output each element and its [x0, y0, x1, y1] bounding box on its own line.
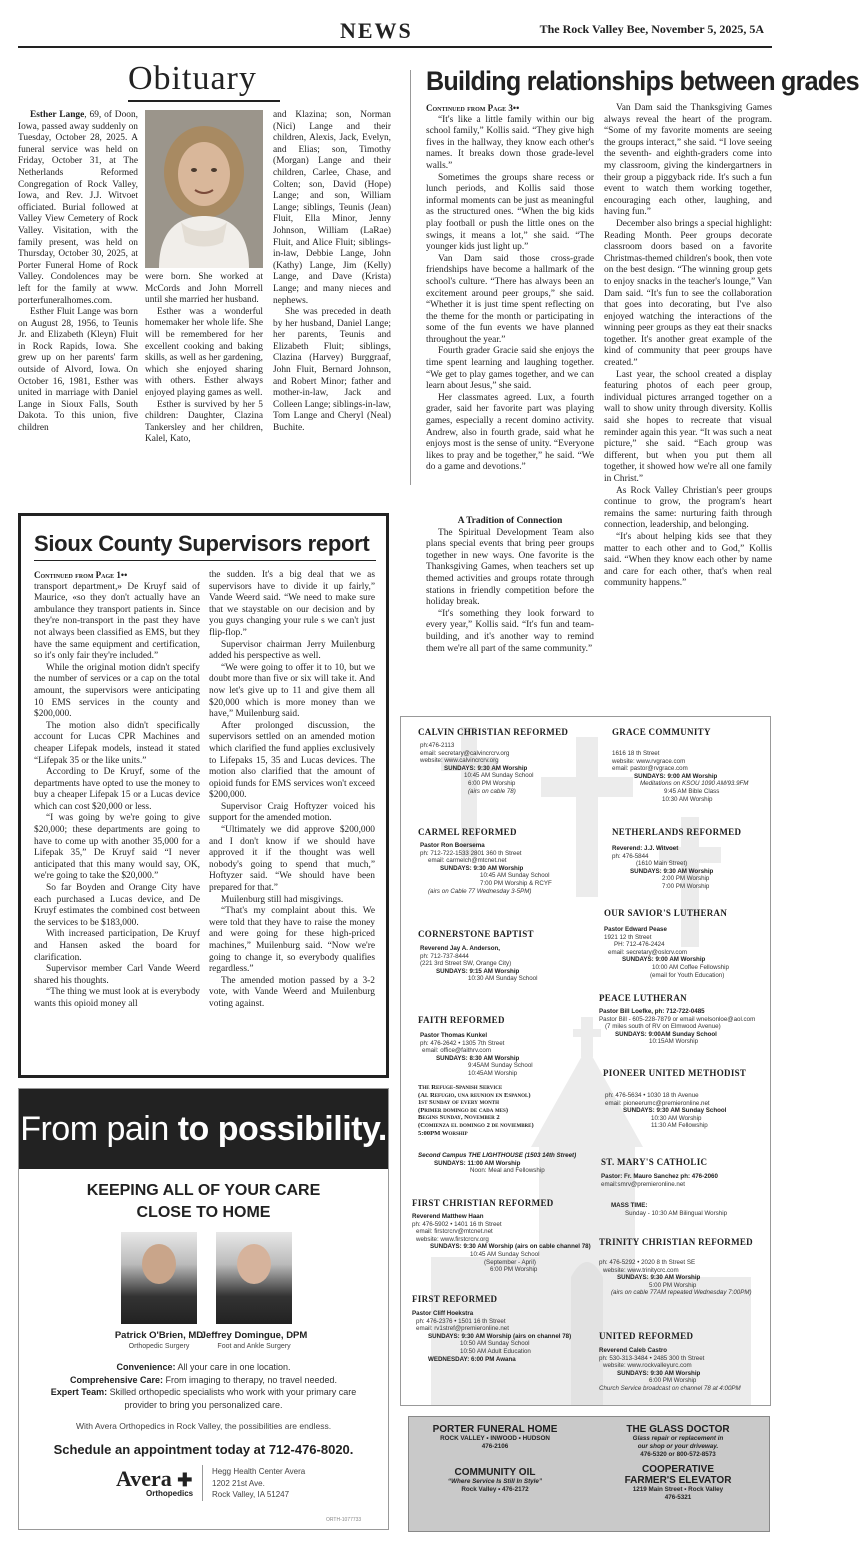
- church-name: ST. MARY'S CATHOLIC: [601, 1157, 708, 1167]
- article-column-1: [426, 103, 594, 491]
- doctor-name: Jeffrey Domingue, DPM: [200, 1330, 308, 1341]
- obituary-paragraph: Esther is survived by her 5 children: Daughter, Clazina Tankersley and her children, Kalel, Kato,: [145, 399, 263, 445]
- church-calvin: ph:476-2113 email: secretary@calvincrcrv.org website: www.calvincrcrv.org SUNDAYS: 9:30 AM Worship 10:45 AM Sunday School 6:00 PM Worship (airs on cable 78): [420, 742, 534, 795]
- avera-logo: Avera ✚: [116, 1466, 193, 1491]
- church-grace: 1616 18 th Street website: www.rvgrace.com email: pastor@rvgrace.com SUNDAYS: 9:00 AM Worship Meditations on KSOU 1090 AM/93.9FM 9:45 AM Bible Class 10:30 AM Worship: [612, 750, 749, 803]
- masthead-rule: [18, 46, 772, 48]
- obituary-paragraph: Esther was a wonderful homemaker her whole life. She will be remembered for her excellent cooking and baking skills, as well as her gardening, which she enjoyed sharing with others. Esther always enjoyed playing games as well.: [145, 306, 263, 398]
- obituary-column-1: [18, 110, 138, 482]
- church-name: FIRST REFORMED: [412, 1294, 498, 1304]
- column-divider: [410, 70, 411, 485]
- ad-benefits: Convenience: All your care in one location. Comprehensive Care: From imaging to therapy, no travel needed. Expert Team: Skilled orthopedic specialists who work with your primary care provider to bring you personalized care.: [50, 1362, 357, 1410]
- doctor-role: Foot and Ankle Surgery: [217, 1343, 291, 1350]
- sponsor-porter: PORTER FUNERAL HOME ROCK VALLEY • INWOOD • HUDSON 476-2106: [432, 1424, 558, 1450]
- church-st-marys: Pastor: Fr. Mauro Sanchez ph: 476-2060 email:smrv@premieronline.net MASS TIME: Sunday - 10:30 AM Bilingual Worship: [601, 1173, 728, 1217]
- continued-label: Continued from Page 1••: [34, 570, 128, 580]
- doctor-role: Orthopedic Surgery: [128, 1343, 190, 1350]
- church-netherlands: Reverend: J.J. Witvoet ph: 476-5844 (1610 Main Street) SUNDAYS: 9:30 AM Worship 2:00 PM Worship 7:00 PM Worship: [612, 845, 714, 890]
- report-paragraph: With increased participation, De Kruyf and Hansen asked the board for clarification.: [34, 929, 200, 963]
- church-cornerstone: Reverend Jay A. Anderson, ph: 712-737-8444 (221 3rd Street SW, Orange City) SUNDAYS: 9:15 AM Worship 10:30 AM Sunday School: [420, 945, 538, 983]
- report-paragraph: “That's my complaint about this. We were told that they have to raise the money and were going for these high-priced machines,” Muilenburg said. “Now we're going to change it, so everybody qualifies regardless.”: [209, 906, 375, 975]
- article-paragraph: Her classmates agreed. Lux, a fourth grader, said her favorite part was playing games, especially a recent domino activity. Andrew, also in fourth grade, said what he enjoys most is the sense of unity. “Everyone likes to pray and be together,” he said. “We do a game and devotions.”: [426, 392, 594, 473]
- cross-icon: ✚: [177, 1470, 193, 1490]
- portrait-image: [145, 110, 263, 268]
- ad-tagline: With Avera Orthopedics in Rock Valley, the possibilities are endless.: [75, 1421, 332, 1431]
- report-paragraph: While the original motion didn't specify the number of services or a cap on the total amount, the supervisors were anticipating 10 EMS services in the county and $200,000.: [34, 662, 200, 720]
- supervisors-column-1: [34, 570, 200, 1062]
- report-paragraph: After prolonged discussion, the supervisors settled on an amended motion which clarified the fund applies exclusively to Lifepaks 15, 35 and Lucas devices. The motion also clarified that the amount of opioid funds for EMS services won't exceed $200,000.: [209, 720, 375, 801]
- supervisors-column-2: [209, 570, 375, 1062]
- church-peace-lutheran: Pastor Bill Loefke, ph: 712-722-0485 Pastor Bill - 605-228-7879 or email wnelsonloe@aol.com (7 miles south of RV on Elmwood Avenue) SUNDAYS: 9:00AM Sunday School 10:15AM Worship: [599, 1008, 756, 1046]
- ad-headline: KEEPING ALL OF YOUR CARE CLOSE TO HOME: [86, 1182, 321, 1221]
- article-column-1-lower: [426, 516, 594, 702]
- report-paragraph: According to De Kruyf, some of the departments have opted to use the money to buy a cheaper Lifepak 15 or a Lucas device which can cost $20,000 or less.: [34, 767, 200, 812]
- page-info: The Rock Valley Bee, November 5, 2025, 5A: [539, 22, 764, 36]
- sponsor-community-oil: COMMUNITY OIL “Where Service Is Still In Style” Rock Valley • 476-2172: [447, 1467, 543, 1493]
- article-headline: Building relationships between grades: [426, 66, 859, 96]
- obituary-paragraph: were born. She worked at McCords and John Morrell until she married her husband.: [145, 272, 263, 306]
- report-paragraph: The motion also didn't specifically account for Lucas CPR Machines and cheaper Lifepak models, instead it stated “Lifepak 35 or the like units.”: [34, 720, 200, 766]
- obituary-title-rule: [128, 100, 280, 102]
- obituary-paragraph: and Klazina; son, Norman (Nici) Lange and their children, Alexis, Jack, Evelyn, and Elias; son, Timothy (Morgan) Lange and their children, Carlee, Chase, and Colten; son, David (Hope) Lange; and son, William Lange; siblings, Teunis (Jean) Fluit, Ella Minor, Jenny Johnson, William (LaRae) Fluit, and Alice Fluit; siblings-in-law, Debbie Lange, John (Kathy) Lange, Jim (Kelly) Lange, and Dave (Krista) Lange; and many nieces and nephews.: [273, 110, 391, 306]
- report-paragraph: Supervisor chairman Jerry Muilenburg added his perspective as well.: [209, 639, 375, 662]
- article-paragraph: December also brings a special highlight: Reading Month. Peer groups decorate classroom doors based on a favorite Christmas-themed children's book, then vote on the best design. “The winning group gets to enjoy snacks in the teacher's lounge,” Van Dam said. “It's fun to see the collaboration that goes into decorating, but I've also enjoyed watching the interactions of the winning peer groups as they eat their snacks together. It's another great example of the kind of community that peer groups have created.”: [604, 218, 772, 369]
- church-name: CALVIN CHRISTIAN REFORMED: [418, 727, 569, 737]
- church-name: FAITH REFORMED: [418, 1015, 505, 1025]
- report-paragraph: “The thing we must look at is everybody wants this opioid money all: [34, 987, 200, 1009]
- church-name: UNITED REFORMED: [599, 1331, 694, 1341]
- church-name: CARMEL REFORMED: [418, 827, 517, 837]
- obituary-photo: [145, 110, 263, 268]
- church-refuge-spanish: The Refuge-Spanish Service (Al Refugio, una reunion en Espanol) 1st Sunday of every month (Primer domingo de cada mes) Begins Sunday, November 2 (Comienza el domingo 2 de noviembre) 5:00PM Worship: [418, 1084, 534, 1137]
- obituary-paragraph: She was preceded in death by her husband, Daniel Lange; her parents, Teunis and Elizabeth Fluit; siblings, Clazina (Harvey) Burggraaf, John Fluit, Bernard Johnson, and Robert Minor; father and mother-in-law, Jack and Colleen Lange; siblings-in-law, Tom Lange and Cheryl (Neal) Buchite.: [273, 307, 391, 434]
- report-paragraph: the sudden. It's a big deal that we as supervisors have to divide it up fairly,” Vande Weerd said. “We need to make sure that we staystable on our decision and by you guys changing your rule s we can't just flip-flop.”: [209, 570, 375, 638]
- church-our-saviors: Pastor Edward Pease 1921 12 th Street PH: 712-476-2424 email: secretary@oslcrv.com SUNDAYS: 9:00 AM Worship 10:00 AM Coffee Fellowship (email for Youth Education): [604, 926, 729, 979]
- report-paragraph: “I was going by we're going to give $20,000; these departments are going to have to come up with another 35,000 for a Lifepak 35,” De Kruyf said “I never anticipated that this many would say, OK, we're going to take the $20,000.”: [34, 813, 200, 882]
- article-paragraph: “It's something they look forward to every year,” Kollis said. “It's fun and team-building, and it's another way to remind them we're all part of the same community.”: [426, 608, 594, 654]
- church-name: CORNERSTONE BAPTIST: [418, 929, 534, 939]
- avera-logo-subtitle: Orthopedics: [146, 1489, 194, 1498]
- church-pioneer-methodist: ph: 476-5634 • 1030 18 th Avenue email: pioneerumc@premieronline.net SUNDAYS: 9:30 AM Sunday School 10:30 AM Worship 11:30 AM Fellowship: [605, 1092, 727, 1130]
- report-paragraph: So far Boyden and Orange City have each purchased a Lucas device, and De Kruyf estimates the combined cost between the services to be $183,000.: [34, 883, 200, 928]
- sponsor-cooperative-elevator: COOPERATIVE FARMER'S ELEVATOR 1219 Main Street • Rock Valley 476-5321: [624, 1464, 732, 1501]
- report-paragraph: “We were going to offer it to 10, but we doubt more than five or six will take it. And now let's give up to 11 and give them all $20,000 which is more money than we have,” Muilenburg said.: [209, 662, 375, 720]
- obituary-title: Obituary: [128, 60, 257, 97]
- church-carmel: Pastor Ron Boersema ph: 712-722-1533 2801 360 th Street email: carmelch@mtcnet.net SUNDAYS: 9:30 AM Worship 10:45 AM Sunday School 7:00 PM Worship & RCYF (airs on Cable 77 Wednesday 3-5PM): [420, 842, 552, 895]
- avera-address: Hegg Health Center Avera 1202 21st Ave. Rock Valley, IA 51247: [212, 1467, 306, 1499]
- article-column-2: [604, 103, 772, 663]
- report-paragraph: The amended motion passed by a 3-2 vote, with Vande Weerd and Muilenburg voting against.: [209, 975, 375, 1009]
- church-united-reformed: Reverend Caleb Castro ph: 530-313-3484 • 2485 300 th Street website: www.rockvalleyurc.com SUNDAYS: 9:30 AM Worship 6:00 PM Worship Church Service broadcast on channel 78 at 4:00PM: [599, 1347, 741, 1392]
- obituary-paragraph: Esther Lange, 69, of Doon, Iowa, passed away suddenly on Tuesday, October 28, 2025. A funeral service was held on Friday, October 31, at The Netherlands Reformed Congregation of Rock Valley, Iowa, and Rev. J.J. Witvoet officiated. Burial followed at Valley View Cemetery of Rock Valley. Visitation, with the family present, was held on Thursday, October 30, 2025, at Porter Funeral Home of Rock Valley. Condolences may be left for the family at www. porterfuneralhomes.com.: [18, 110, 138, 306]
- church-faith: Pastor Thomas Kunkel ph: 476-2642 • 1305 7th Street email: office@faithrv.com SUNDAYS: 8:30 AM Worship 9:45AM Sunday School 10:45AM Worship: [420, 1032, 533, 1077]
- church-lighthouse: Second Campus THE LIGHTHOUSE (1503 14th Street) SUNDAYS: 11:00 AM Worship Noon: Meal and Fellowship: [418, 1152, 577, 1175]
- report-paragraph: Muilenburg still had misgivings.: [221, 894, 344, 905]
- article-paragraph: Fourth grader Gracie said she enjoys the time spent learning and laughing together. “We get to play games together, and we can learn about Jesus,” she said.: [426, 346, 594, 392]
- continued-label: Continued from Page 3••: [426, 103, 520, 113]
- section-title: NEWS: [340, 18, 413, 43]
- article-subhead: A Tradition of Connection: [457, 516, 563, 526]
- church-name: PIONEER UNITED METHODIST: [603, 1068, 747, 1078]
- ad-call-to-action[interactable]: Schedule an appointment today at 712-476-8020.: [53, 1442, 354, 1457]
- obituary-column-3: [273, 110, 391, 482]
- church-name: FIRST CHRISTIAN REFORMED: [412, 1198, 554, 1208]
- church-first-christian: Reverend Matthew Haan ph: 476-5902 • 1401 16 th Street email: firstcrcrv@mtcnet.net website: www.firstcrcrv.org SUNDAYS: 9:30 AM Worship (airs on cable channel 78) 10:45 AM Sunday School (September - April) 6:00 PM Worship: [412, 1213, 591, 1274]
- sponsor-glass-doctor: THE GLASS DOCTOR Glass repair or replacement in our shop or your driveway. 476-5320 or 800-572-8573: [626, 1424, 730, 1458]
- article-paragraph: The Spiritual Development Team also plans special events that bring peer groups together in new ways. One favorite is the Thanksgiving Games, when teachers set up themed activities and groups rotate through stations in friendly competition before the holiday break.: [426, 527, 594, 608]
- church-first-reformed: Pastor Cliff Hoekstra ph: 476-2376 • 1501 16 th Street email: rv1stref@premieronline.net SUNDAYS: 9:30 AM Worship (airs on channel 78) 10:50 AM Sunday School 10:50 AM Adult Education WEDNESDAY: 6:00 PM Awana: [412, 1310, 572, 1363]
- article-paragraph: “It's about helping kids see that they matter to each other and to God,” Kollis said. “When they know each other by name and care for each other, that's when real community happens.”: [604, 531, 772, 589]
- article-paragraph: As Rock Valley Christian's peer groups continue to grow, the program's heart remains the same: nurturing faith through connection, leadership, and belonging.: [604, 485, 772, 531]
- church-name: TRINITY CHRISTIAN REFORMED: [599, 1237, 753, 1247]
- church-name: NETHERLANDS REFORMED: [612, 827, 742, 837]
- supervisors-report-title: Sioux County Supervisors report: [34, 531, 370, 556]
- church-name: PEACE LUTHERAN: [599, 993, 687, 1003]
- church-trinity: ph: 476-5292 • 2020 8 th Street SE website: www.trinitycrc.com SUNDAYS: 9:30 AM Worship 5:00 PM Worship (airs on cable 77AM repeated Wednesday 7:00PM): [599, 1259, 752, 1297]
- obituary-column-2: [145, 272, 263, 482]
- logo-divider: [202, 1465, 203, 1501]
- article-paragraph: Van Dam said those cross-grade friendships have become a hallmark of the school's culture. “There has always been an excitement around peer groups,” she said. “Whether it is just time spent reflecting on the theme for the month or participating in some of the fun events we have planned throughout the year.”: [426, 253, 594, 345]
- article-paragraph: Sometimes the groups share recess or lunch periods, and Kollis said those informal moments can be just as meaningful as the structured ones. “When the big kids play football or push the little ones on the swings, it means a lot,” she said. “The younger kids just light up.”: [426, 172, 594, 253]
- church-name: OUR SAVIOR'S LUTHERAN: [604, 908, 728, 918]
- ad-code: ORTH-1077733: [326, 1517, 362, 1523]
- article-paragraph: Last year, the school created a display featuring photos of each peer group, individual pictures arranged together on a wall to show unity through diversity. Kollis said she hopes to recreate that visual reminder again this year. “It was such a neat picture,” she said. “Each group was different, but when you put them all together, it showed how we're all one family in Christ.”: [604, 369, 772, 484]
- supervisors-title-rule: [34, 560, 376, 561]
- article-paragraph: “It's like a little family within our big school family,” Kollis said. “They give high fives in the hallway, they know each other's names. It breaks down those grade-level walls.”: [426, 114, 594, 171]
- report-paragraph: Supervisor Craig Hoftyzer voiced his support for the amended motion.: [209, 801, 375, 824]
- doctor-name: Patrick O'Brien, MD: [114, 1330, 204, 1341]
- article-paragraph: Van Dam said the Thanksgiving Games always reveal the heart of the program. “Some of my favorite moments are seeing the groups interact,” she said. “I love seeing the seventh- and eighth-graders come into my classroom, giving the kindergartners in their group a piggyback ride. It's such a fun event to watch them working together, encouraging each other, laughing, and having fun.”: [604, 103, 772, 218]
- report-paragraph: “Ultimately we did approve $200,000 and I don't know if we should have approved it if the thought was well nobody's going to spend that much,” Hoftyzer said. “We should have been prepared for that.”: [209, 825, 375, 894]
- report-paragraph: Supervisor member Carl Vande Weerd shared his thoughts.: [34, 964, 200, 986]
- ad-banner: From pain to possibility.: [19, 1089, 388, 1169]
- doctor-photo-obrien: [121, 1232, 197, 1324]
- church-name: GRACE COMMUNITY: [612, 727, 711, 737]
- obituary-paragraph: Esther Fluit Lange was born on August 28, 1956, to Teunis Jr. and Elizabeth (Kleyn) Fluit in Rock Rapids, Iowa. She grew up on her parents' farm outside of Alvord, Iowa. On October 16, 1981, Esther was united in marriage with Daniel Lange in Sioux Falls, South Dakota. To this union, five children: [18, 307, 138, 434]
- doctor-photo-domingue: [216, 1232, 292, 1324]
- report-paragraph: transport department,» De Kruyf said of Maurice, «so they don't actually have an ambulance they transport patients in. Since they're non-transport in the past they have not always been classified as EMS, but they have the same equipment and certification, so it's only fair they're included.”: [34, 581, 200, 662]
